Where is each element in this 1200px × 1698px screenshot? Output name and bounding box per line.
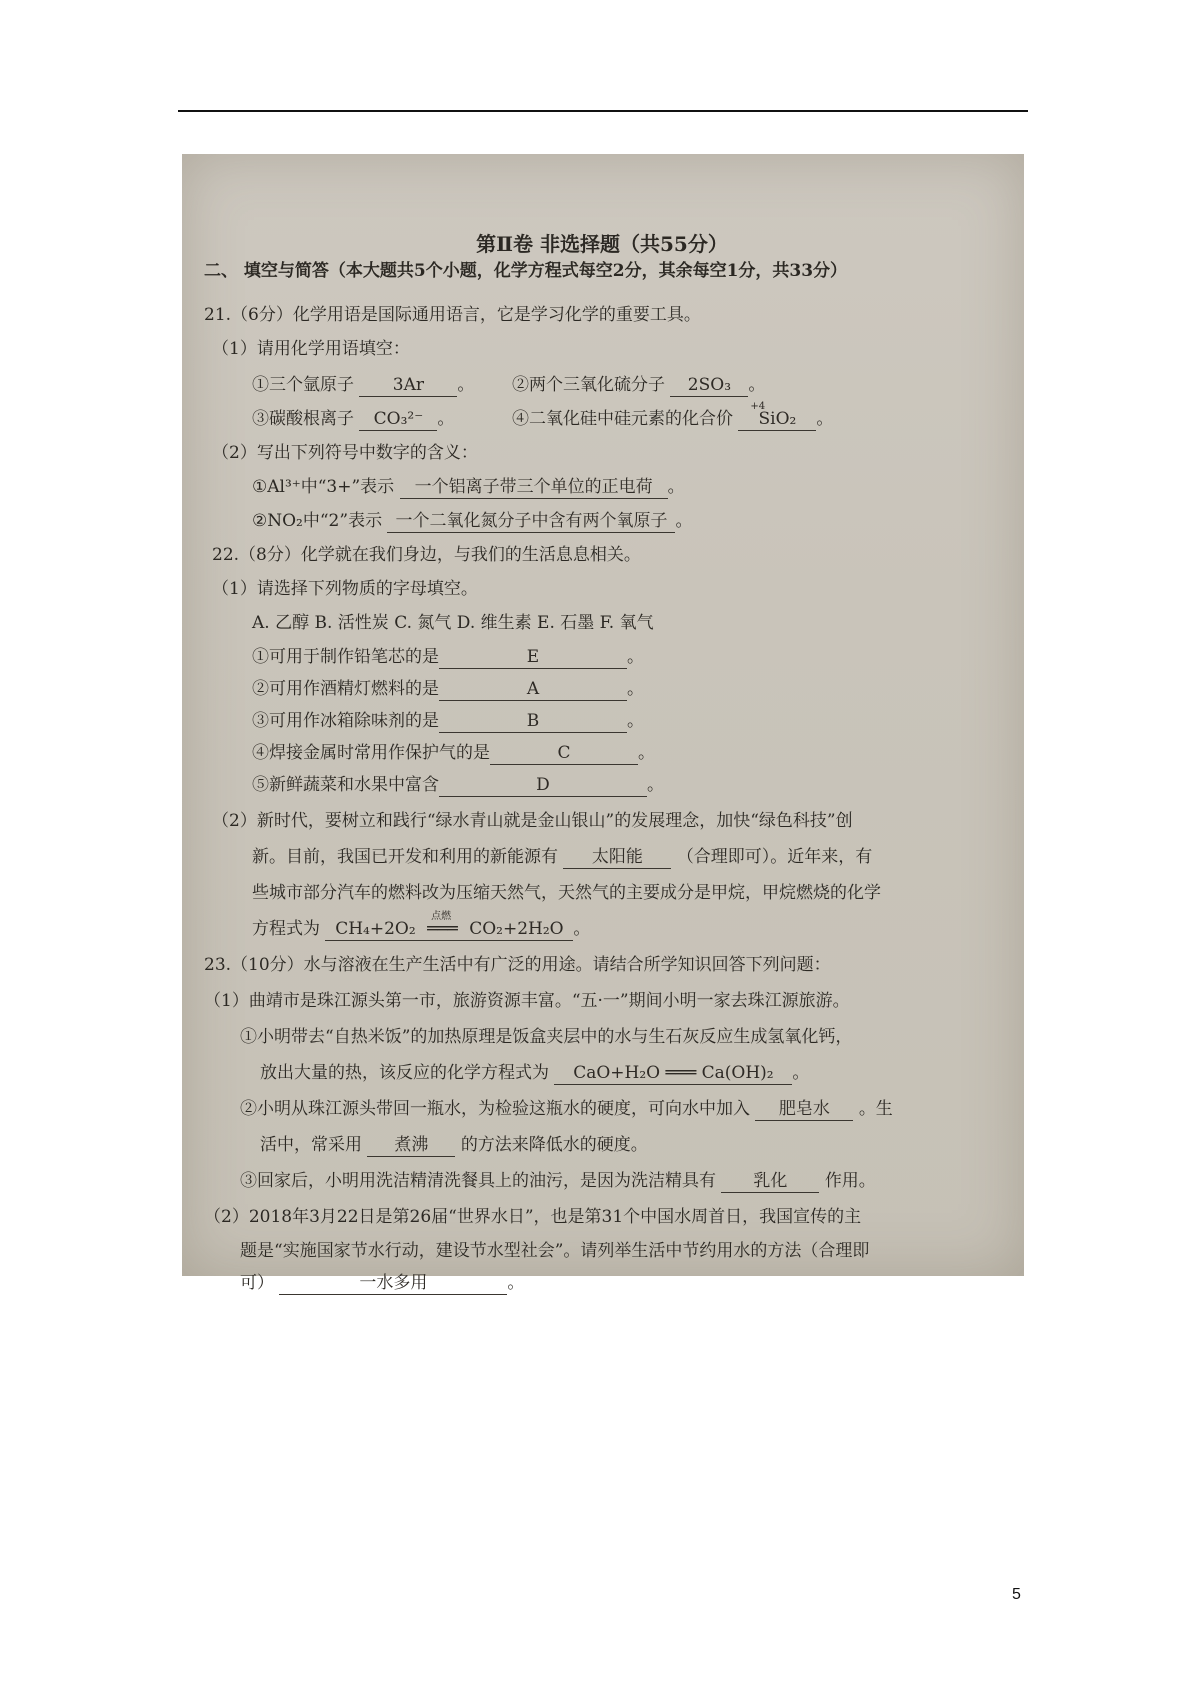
q23-boil-answer: 煮沸 bbox=[367, 1134, 455, 1157]
q21-answer4-formula: SiO₂ bbox=[758, 409, 797, 429]
q23-item2-line2-tail: 的方法来降低水的硬度。 bbox=[460, 1135, 648, 1155]
q22-equation-label: 方程式为 bbox=[252, 919, 320, 939]
q21-valence: +4 bbox=[750, 401, 766, 412]
section-heading: 二、 填空与简答（本大题共5个小题，化学方程式每空2分，其余每空1分，共33分） bbox=[204, 261, 848, 281]
q23-part2-line3: 可） 一水多用 。 bbox=[240, 1273, 525, 1293]
q21-meaning1: ①Al³⁺中“3+”表示 一个铝离子带三个单位的正电荷 。 bbox=[252, 477, 685, 497]
q21-meaning1-label: ①Al³⁺中“3+”表示 bbox=[252, 477, 395, 497]
q21-item4: ④二氧化硅中硅元素的化合价 +4 SiO₂ 。 bbox=[512, 408, 833, 431]
q23-item1-label: 放出大量的热，该反应的化学方程式为 bbox=[260, 1063, 549, 1083]
q22-equation-left: CH₄+2O₂ bbox=[335, 919, 416, 939]
q22-answer2: A bbox=[439, 678, 627, 701]
q21-meaning2-label: ②NO₂中“2”表示 bbox=[252, 511, 383, 531]
q23-item3-tail: 作用。 bbox=[824, 1171, 876, 1191]
q21-item1-label: ①三个氩原子 bbox=[252, 375, 354, 395]
q22-answer1: E bbox=[439, 646, 627, 669]
q22-heading: 22.（8分）化学就在我们身边，与我们的生活息息相关。 bbox=[212, 545, 641, 565]
q21-item2-label: ②两个三氧化硫分子 bbox=[512, 375, 665, 395]
q22-part2-line1: （2）新时代，要树立和践行“绿水青山就是金山银山”的发展理念，加快“绿色科技”创 bbox=[212, 811, 853, 831]
header-rule bbox=[178, 110, 1028, 112]
q23-item2-line1 bbox=[240, 1098, 893, 1121]
q23-water-saving-answer: 一水多用 bbox=[279, 1272, 507, 1295]
q21-answer3: CO₃²⁻ bbox=[359, 408, 437, 431]
q22-answer5: D bbox=[439, 774, 647, 797]
q23-item1-line2: 放出大量的热，该反应的化学方程式为 CaO+H₂O ═══ Ca(OH)₂ 。 bbox=[260, 1063, 810, 1083]
q23-part2-line3-label: 可） bbox=[240, 1273, 274, 1293]
q22-answer3: B bbox=[439, 710, 627, 733]
q21-item1: ①三个氩原子 3Ar 。 bbox=[252, 375, 475, 395]
q22-part2-line2 bbox=[252, 846, 872, 869]
q21-meaning2: ②NO₂中“2”表示 一个二氧化氮分子中含有两个氧原子 。 bbox=[252, 511, 693, 531]
q21-answer1: 3Ar bbox=[359, 374, 457, 397]
q21-part2: （2）写出下列符号中数字的含义： bbox=[212, 443, 478, 463]
q22-item2: ②可用作酒精灯燃料的是 A 。 bbox=[252, 679, 644, 699]
q23-item3 bbox=[240, 1170, 876, 1193]
q22-item2-label: ②可用作酒精灯燃料的是 bbox=[252, 679, 439, 699]
q21-item3-label: ③碳酸根离子 bbox=[252, 409, 354, 429]
q23-equation-answer: CaO+H₂O ═══ Ca(OH)₂ bbox=[554, 1062, 792, 1085]
q23-soap-answer: 肥皂水 bbox=[755, 1098, 853, 1121]
q23-heading: 23.（10分）水与溶液在生产生活中有广泛的用途。请结合所学知识回答下列问题： bbox=[204, 955, 831, 975]
q22-part2-line4: 方程式为 CH₄+2O₂ 点燃 ═══ CO₂+2H₂O 。 bbox=[252, 918, 590, 941]
q22-item3-label: ③可用作冰箱除味剂的是 bbox=[252, 711, 439, 731]
q21-answer4 bbox=[738, 401, 816, 431]
q22-item5: ⑤新鲜蔬菜和水果中富含 D 。 bbox=[252, 775, 664, 795]
part-title: 第Ⅱ卷 非选择题（共55分） bbox=[476, 232, 728, 256]
q21-item2: ②两个三氧化硫分子 2SO₃ 。 bbox=[512, 375, 766, 395]
q23-item1-line1: ①小明带去“自热米饭”的加热原理是饭盒夹层中的水与生石灰反应生成氢氧化钙， bbox=[240, 1027, 853, 1047]
q22-item3: ③可用作冰箱除味剂的是 B 。 bbox=[252, 711, 644, 731]
q22-item1-label: ①可用于制作铅笔芯的是 bbox=[252, 647, 439, 667]
q23-emulsify-answer: 乳化 bbox=[721, 1170, 819, 1193]
q23-item3-label: ③回家后，小明用洗洁精清洗餐具上的油污，是因为洗洁精具有 bbox=[240, 1171, 716, 1191]
q22-answer4: C bbox=[490, 742, 638, 765]
q21-item4-label: ④二氧化硅中硅元素的化合价 bbox=[512, 409, 733, 429]
q22-item4: ④焊接金属时常用作保护气的是 C 。 bbox=[252, 743, 655, 763]
q22-options: A. 乙醇 B. 活性炭 C. 氮气 D. 维生素 E. 石墨 F. 氧气 bbox=[252, 613, 654, 633]
q21-answer2: 2SO₃ bbox=[670, 374, 748, 397]
q23-item2-line2 bbox=[260, 1134, 648, 1157]
q22-item5-label: ⑤新鲜蔬菜和水果中富含 bbox=[252, 775, 439, 795]
page-number: 5 bbox=[1012, 1586, 1021, 1603]
q22-item4-label: ④焊接金属时常用作保护气的是 bbox=[252, 743, 490, 763]
q23-item2-tail: 。生 bbox=[858, 1099, 893, 1119]
q21-part1: （1）请用化学用语填空： bbox=[212, 339, 410, 359]
q21-item3: ③碳酸根离子 CO₃²⁻ 。 bbox=[252, 409, 455, 429]
q23-item2-line2-label: 活中，常采用 bbox=[260, 1135, 362, 1155]
q22-equation-answer bbox=[325, 911, 573, 941]
q21-heading: 21.（6分）化学用语是国际通用语言，它是学习化学的重要工具。 bbox=[204, 305, 701, 325]
q23-part2-line1: （2）2018年3月22日是第26届“世界水日”，也是第31个中国水周首日，我国宣传的主 bbox=[204, 1207, 862, 1227]
q22-part1: （1）请选择下列物质的字母填空。 bbox=[212, 579, 478, 599]
q23-part1: （1）曲靖市是珠江源头第一市，旅游资源丰富。“五·一”期间小明一家去珠江源旅游。 bbox=[204, 991, 850, 1011]
exam-photo bbox=[182, 154, 1024, 1293]
q22-equation-arrow: 点燃 ═══ bbox=[421, 918, 464, 940]
q22-energy-answer: 太阳能 bbox=[563, 846, 671, 869]
q22-part2-line3: 些城市部分汽车的燃料改为压缩天然气，天然气的主要成分是甲烷，甲烷燃烧的化学 bbox=[252, 883, 881, 903]
q23-item2-label: ②小明从珠江源头带回一瓶水，为检验这瓶水的硬度，可向水中加入 bbox=[240, 1099, 750, 1119]
q21-meaning1-answer: 一个铝离子带三个单位的正电荷 bbox=[400, 476, 668, 499]
q22-part2-line2-tail: （合理即可）。近年来，有 bbox=[676, 847, 873, 867]
q22-equation-condition: 点燃 bbox=[431, 911, 452, 922]
q23-part2-line2: 题是“实施国家节水行动，建设节水型社会”。请列举生活中节约用水的方法（合理即 bbox=[240, 1241, 870, 1261]
q22-item1: ①可用于制作铅笔芯的是 E 。 bbox=[252, 647, 644, 667]
q22-equation-right: CO₂+2H₂O bbox=[469, 919, 564, 939]
q21-meaning2-answer: 一个二氧化氮分子中含有两个氧原子 bbox=[387, 510, 675, 533]
q22-part2-line2-label: 新。目前，我国已开发和利用的新能源有 bbox=[252, 847, 558, 867]
